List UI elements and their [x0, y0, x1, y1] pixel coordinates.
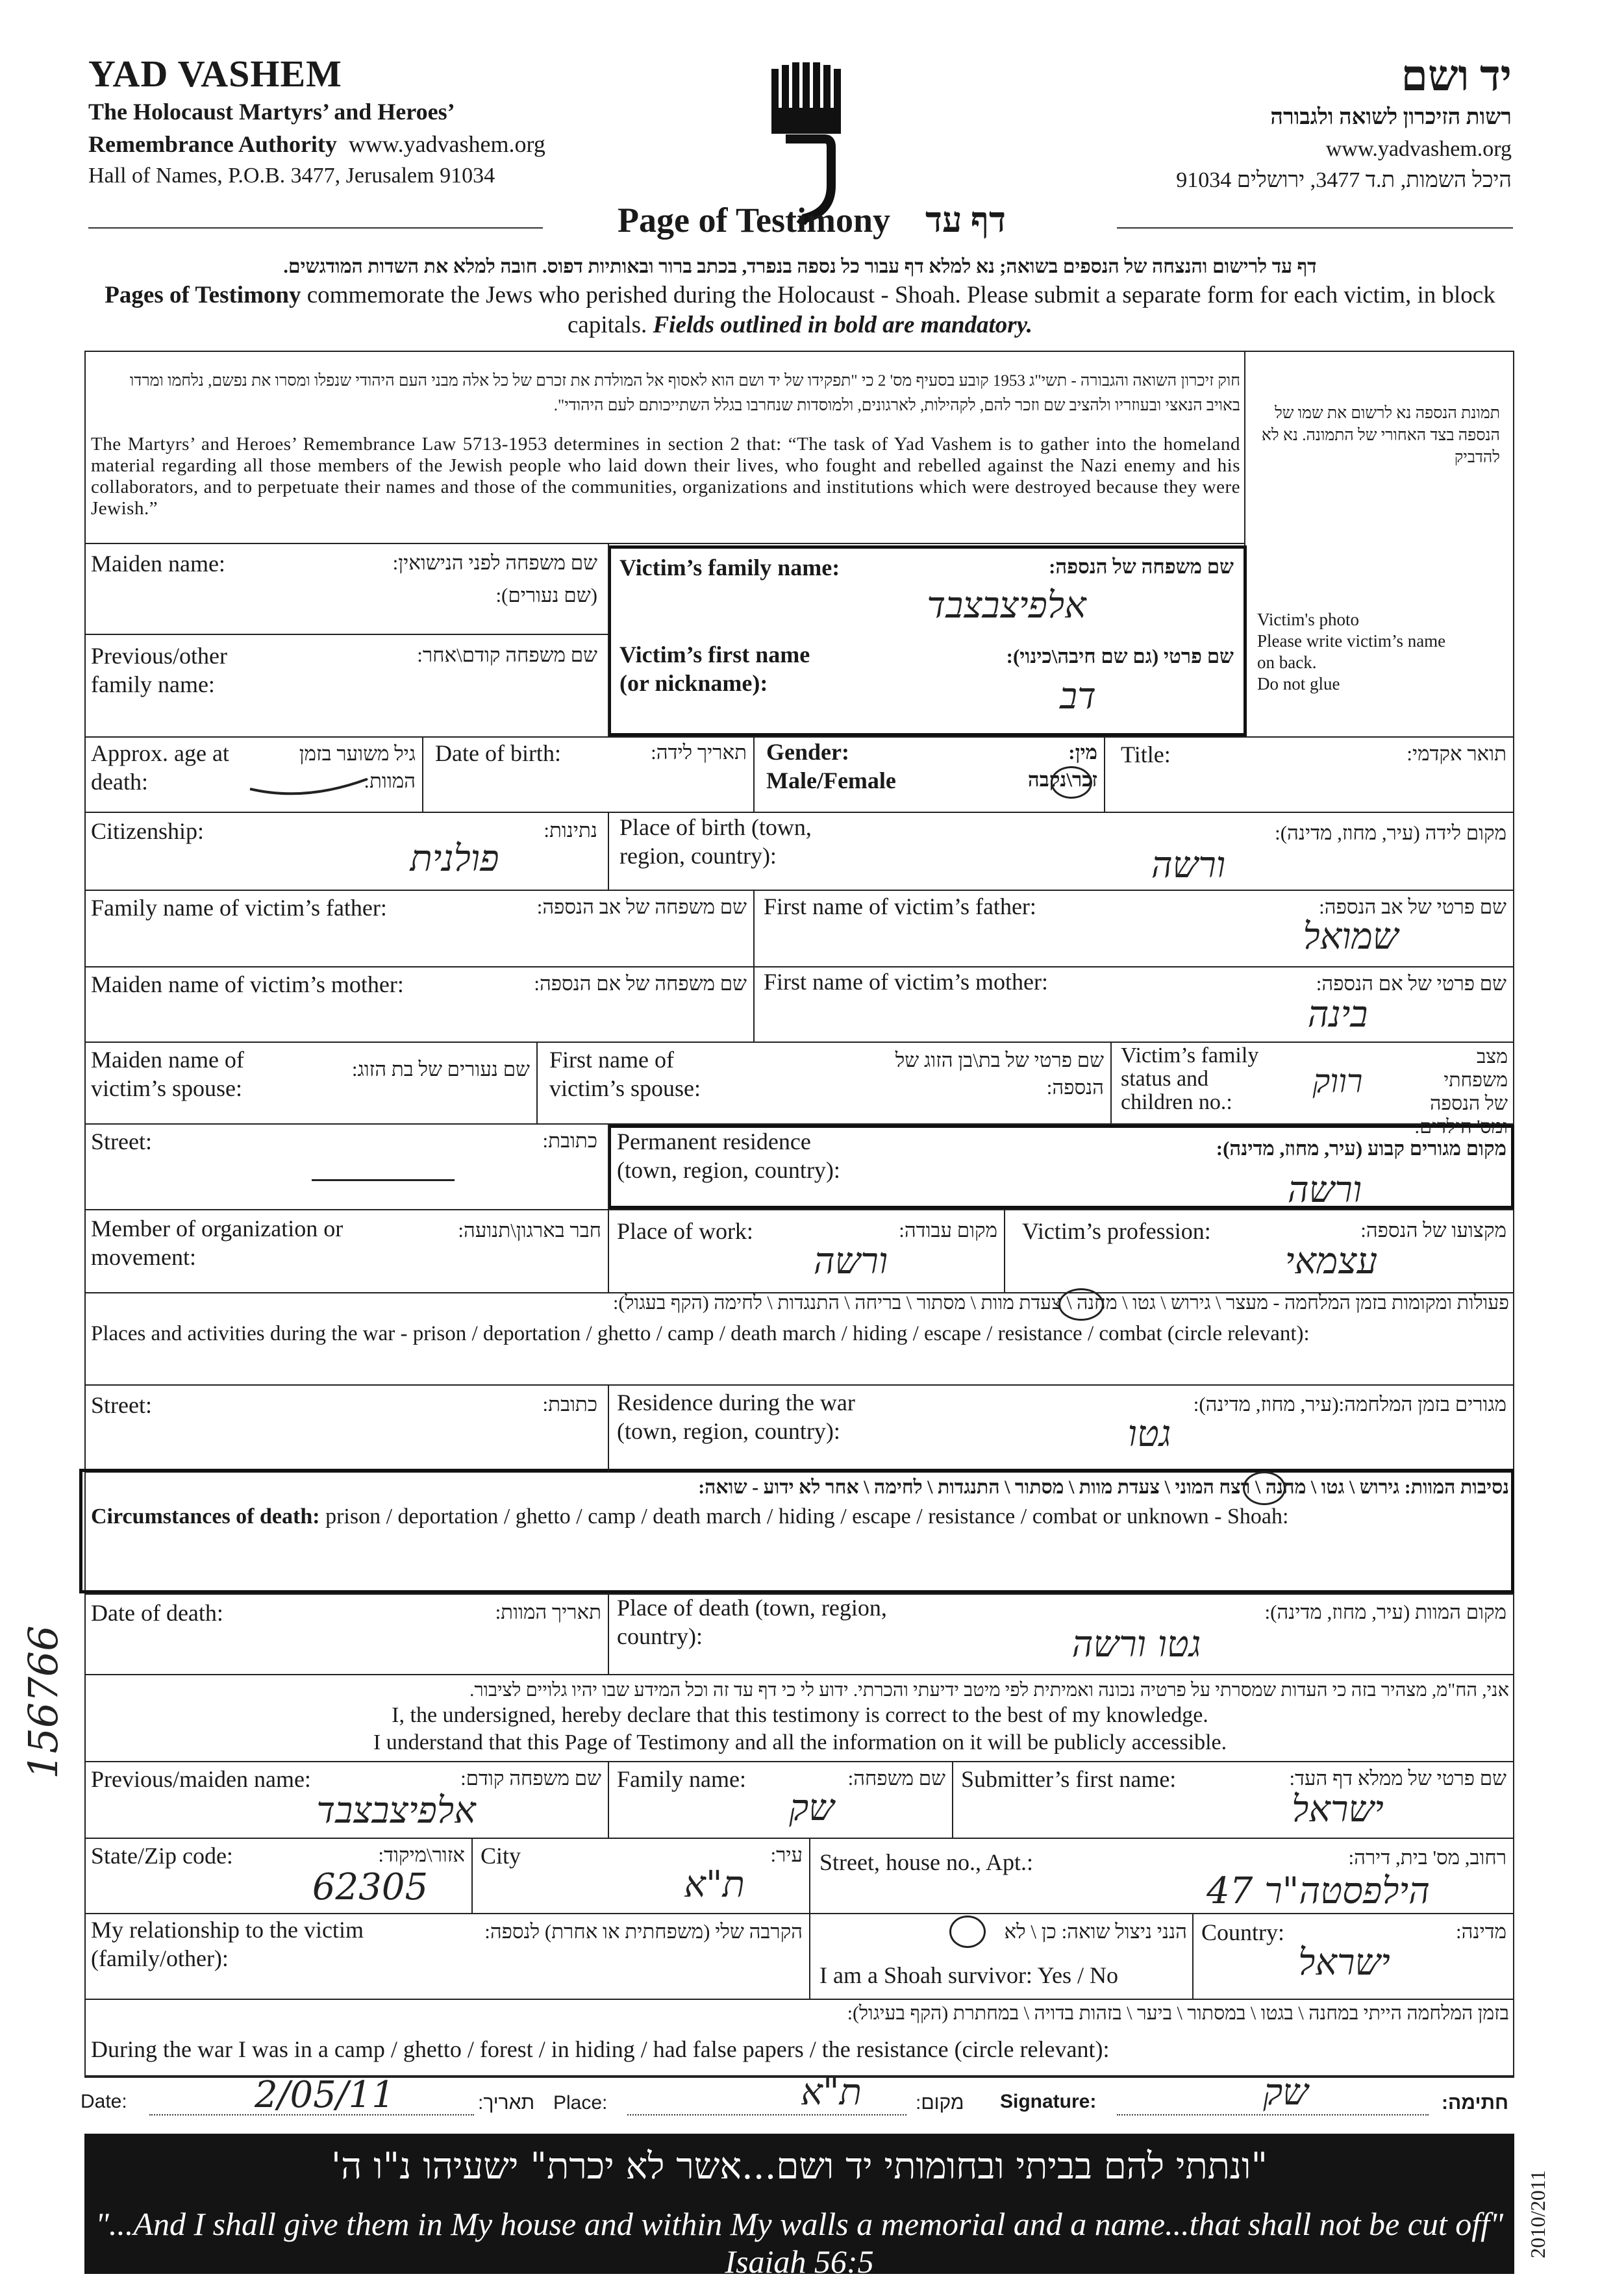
- father-first-label: First name of victim’s father:: [764, 893, 1036, 919]
- prev-family-label-he: שם משפחה קודם\אחר:: [417, 643, 597, 666]
- war-residence-label-he: מגורים בזמן המלחמה:(עיר, מחוז, מדינה):: [1193, 1393, 1506, 1416]
- maiden-name-label-he2: (שם נעורים):: [495, 584, 597, 606]
- row-line: [84, 634, 608, 635]
- country-label: Country:: [1201, 1919, 1285, 1945]
- survivor-no-circle[interactable]: [949, 1915, 986, 1948]
- dod-label-he: תאריך המוות:: [495, 1601, 601, 1623]
- relationship-label-he: הקרבה שלי (משפחתית או אחרת) לנספה:: [484, 1920, 803, 1943]
- col-divider: [608, 543, 609, 736]
- family-status-value[interactable]: רווק: [1312, 1062, 1363, 1100]
- family-status-label: Victim’s family status and children no.:: [1121, 1043, 1259, 1114]
- date-value[interactable]: 2/05/11: [255, 2074, 395, 2116]
- mother-first-label-he: שם פרטי של אם הנספה:: [1316, 972, 1506, 995]
- age-label-he: גיל משוער בזמן המוות:: [299, 742, 416, 792]
- mother-first-label: First name of victim’s mother:: [764, 969, 1048, 995]
- family-name-label: Victim’s family name:: [619, 555, 840, 580]
- place-label: Place:: [553, 2092, 608, 2114]
- work-value[interactable]: ורשה: [813, 1240, 888, 1282]
- declaration-he: אני, הח"מ, מצהיר בזה כי העדות שמסרתי על פרטיה נכונה ואמיתית לפי מיטב ידיעתי והכרתי. ידוע לי כי דף עד זה וכל המידע שבו יהיו גלויים לציבור.: [469, 1680, 1509, 1701]
- row-line: [84, 1674, 1514, 1675]
- signature-label-he: חתימה:: [1442, 2092, 1509, 2114]
- submitter-family-value[interactable]: שק: [789, 1787, 834, 1829]
- age-dash-mark: [247, 773, 370, 799]
- circumstances-en: Circumstances of death: prison / deportation / ghetto / camp / death march / hiding / escape / resistance / combat or unknown - Shoah:: [91, 1504, 1289, 1529]
- city-value[interactable]: ת"א: [684, 1864, 745, 1906]
- zip-label-he: אזור\מיקוד:: [378, 1843, 465, 1866]
- street-house-label-he: רחוב, מס' בית, דירה:: [1348, 1846, 1506, 1869]
- family-status-label-he: מצב משפחתי של הנספה ומס' הילדים:: [1414, 1046, 1508, 1138]
- col-divider: [753, 736, 755, 812]
- organization-label: Member of organization or movement:: [91, 1216, 344, 1270]
- permanent-label: Permanent residence (town, region, country):: [617, 1129, 840, 1183]
- war-street-label: Street:: [91, 1392, 152, 1418]
- col-divider: [608, 812, 609, 890]
- banner-verse-en: "...And I shall give them in My house and within My walls a memorial and a name...that shall not be cut off" Isaiah 56:5: [95, 2206, 1504, 2280]
- signature-label: Signature:: [1000, 2091, 1097, 2112]
- intro-en-bold: Pages of Testimony: [105, 282, 301, 308]
- maiden-name-label: Maiden name:: [91, 551, 225, 577]
- mother-maiden-label-he: שם משפחה של אם הנספה:: [534, 972, 747, 995]
- col-divider: [952, 1761, 953, 1838]
- street-house-value[interactable]: הילפסטה"ר 47: [1206, 1870, 1430, 1912]
- header-right: [927, 52, 1512, 196]
- permanent-label-he: מקום מגורים קבוע (עיר, מחוז, מדינה):: [1216, 1137, 1506, 1160]
- dob-label-he: תאריך לידה:: [651, 741, 747, 764]
- submitter-first-label-he: שם פרטי של ממלא דף העד:: [1289, 1767, 1506, 1790]
- footer-banner: [84, 2134, 1514, 2280]
- address-he: היכל השמות, ת.ד 3477, ירושלים 91034: [1176, 168, 1512, 192]
- war-places-he: פעולות ומקומות בזמן המלחמה - מעצר \ גירוש \ גטו \ מחנה \ צעדת מוות \ מסתור \ בריחה \ התנגדות \ לחימה (הקף בעגול):: [613, 1292, 1509, 1314]
- signature-value[interactable]: שק: [1263, 2071, 1308, 2114]
- citizenship-value[interactable]: פולנית: [410, 838, 499, 880]
- law-he: חוק זיכרון השואה והגבורה - תשי"ג 1953 קובע בסעיף מס' 2 כי "תפקידו של יד ושם הוא לאסוף אל המולדת את זכרם של כל אלה מבני העם היהודי שנפלו ומסרו את נפשם, נלחמו ומרדו באויב הנאצי ובעוזריו ולהציב שם וזכר להם, לקהילות, לארגונים, ולמוסדות שנחרבו בגלל השתייכותם לעם היהודי".: [129, 372, 1240, 414]
- family-name-value[interactable]: אלפיצבצבד: [927, 584, 1086, 627]
- org-line2-en: The Holocaust Martyrs’ and Heroes’: [88, 99, 455, 125]
- place-death-value[interactable]: גטו ורשה: [1071, 1623, 1201, 1666]
- header-rule-right: [1117, 227, 1513, 229]
- gender-label-he: מין: זכר\נקבה: [1027, 741, 1097, 791]
- prev-family-label: Previous/other family name:: [91, 643, 227, 697]
- row-line: [84, 890, 1514, 891]
- spouse-maiden-label-he: שם נעורים של בת הזוג:: [351, 1058, 530, 1080]
- first-name-value[interactable]: דב: [1060, 675, 1096, 718]
- place-label-he: מקום:: [916, 2092, 964, 2114]
- date-label-he: תאריך:: [478, 2092, 535, 2114]
- father-family-label-he: שם משפחה של אב הנספה:: [536, 895, 747, 918]
- place-birth-label-he: מקום לידה (עיר, מחוז, מדינה):: [1275, 821, 1506, 844]
- title-label-he: תואר אקדמי:: [1406, 742, 1506, 765]
- dod-label: Date of death:: [91, 1600, 223, 1626]
- org-line3-en: Remembrance Authority: [88, 131, 337, 157]
- age-label: Approx. age at death:: [91, 740, 229, 795]
- header-rule-left: [88, 227, 543, 229]
- street-label-he: כתובת:: [542, 1129, 597, 1152]
- date-label: Date:: [81, 2091, 127, 2112]
- citizenship-label: Citizenship:: [91, 818, 204, 844]
- submitter-war-en: During the war I was in a camp / ghetto / forest / in hiding / had false papers / the resistance (circle relevant):: [91, 2036, 1110, 2062]
- col-divider: [809, 1913, 810, 1999]
- survivor-en: I am a Shoah survivor: Yes / No: [819, 1962, 1118, 1988]
- city-label-he: עיר:: [770, 1843, 803, 1866]
- declaration-en1: I, the undersigned, hereby declare that this testimony is correct to the best of my knowledge.: [392, 1703, 1208, 1727]
- col-divider: [536, 1042, 538, 1123]
- row-line: [84, 543, 1244, 544]
- photo-instructions-he: תמונת הנספה נא לרשום את שמו של הנספה בצד האחורי של התמונה. נא לא להדביק: [1261, 405, 1500, 466]
- street-house-label: Street, house no., Apt.:: [819, 1849, 1033, 1875]
- col-divider: [608, 1123, 609, 1209]
- row-line: [84, 1042, 1514, 1043]
- submitter-prev-label-he: שם משפחה קודם:: [460, 1767, 601, 1790]
- submitter-prev-label: Previous/maiden name:: [91, 1766, 311, 1792]
- country-value[interactable]: ישראל: [1298, 1941, 1390, 1984]
- header-left: [88, 52, 673, 192]
- dob-label: Date of birth:: [435, 740, 561, 766]
- row-line: [84, 1913, 1514, 1914]
- org-name-en: YAD VASHEM: [88, 53, 342, 95]
- col-divider: [1192, 1913, 1194, 1999]
- zip-value[interactable]: 62305: [312, 1866, 429, 1908]
- country-label-he: מדינה:: [1456, 1920, 1506, 1943]
- gender-label: Gender: Male/Female: [766, 739, 896, 793]
- intro-en-italic: Fields outlined in bold are mandatory.: [653, 312, 1033, 338]
- spouse-maiden-label: Maiden name of victim’s spouse:: [91, 1047, 244, 1101]
- org-line2-he: רשות הזיכרון לשואה ולגבורה: [1270, 105, 1512, 129]
- war-residence-label: Residence during the war (town, region, country):: [617, 1390, 855, 1444]
- place-death-label-he: מקום המוות (עיר, מחוז, מדינה):: [1264, 1601, 1506, 1623]
- place-birth-label: Place of birth (town, region, country):: [619, 814, 812, 869]
- col-divider: [809, 1838, 810, 1913]
- circumstances-he: נסיבות המוות: גירוש \ גטו \ מחנה \ רצח המוני \ צעדת מוות \ מסתור \ התנגדות \ לחימה \ אחר לא ידוע - שואה:: [698, 1477, 1509, 1498]
- relationship-label: My relationship to the victim (family/other):: [91, 1917, 364, 1971]
- declaration-en2: I understand that this Page of Testimony and all the information on it will be publicly accessible.: [373, 1730, 1227, 1754]
- intro-en: commemorate the Jews who perished during the Holocaust - Shoah. Please submit a separate form for each victim, in block capitals.: [301, 282, 1495, 338]
- col-divider: [608, 1384, 609, 1471]
- submitter-family-label: Family name:: [617, 1766, 746, 1792]
- row-line: [84, 1384, 1514, 1386]
- row-line: [84, 1761, 1514, 1762]
- citizenship-label-he: נתינות:: [544, 819, 597, 842]
- place-birth-value[interactable]: ורשה: [1151, 844, 1226, 886]
- intro-text: [91, 253, 1509, 340]
- submitter-first-label: Submitter’s first name:: [961, 1766, 1177, 1792]
- circumstances-ghetto-circle[interactable]: [1243, 1471, 1286, 1505]
- gender-male-circle[interactable]: [1051, 766, 1092, 799]
- profession-label-he: מקצועו של הנספה:: [1360, 1219, 1506, 1242]
- row-line: [84, 1838, 1514, 1839]
- war-street-label-he: כתובת:: [542, 1393, 597, 1416]
- place-death-label: Place of death (town, region, country):: [617, 1595, 887, 1649]
- war-ghetto-circle[interactable]: [1058, 1288, 1104, 1321]
- street-label: Street:: [91, 1129, 152, 1154]
- survivor-he: הנני ניצול שואה: כן \ לא: [1004, 1920, 1187, 1943]
- signature-line: [1117, 2114, 1429, 2115]
- profession-value[interactable]: עצמאי: [1284, 1240, 1378, 1282]
- spouse-first-label-he: שם פרטי של בת\בן הזוג של הנספה:: [895, 1049, 1104, 1099]
- banner-verse-he: "ונתתי להם בביתי ובחומותי יד ושם...אשר לא יכרת" ישעיהו נ"ו ה': [331, 2145, 1268, 2188]
- col-divider: [608, 1209, 609, 1292]
- war-residence-value[interactable]: גטו: [1127, 1413, 1171, 1455]
- col-divider: [608, 1761, 609, 1838]
- permanent-value[interactable]: ורשה: [1287, 1169, 1362, 1211]
- profession-label: Victim’s profession:: [1022, 1218, 1211, 1244]
- place-line: [627, 2114, 906, 2115]
- organization-label-he: חבר בארגון\תנועה:: [458, 1219, 601, 1242]
- law-en: The Martyrs’ and Heroes’ Remembrance Law 5713-1953 determines in section 2 that: “The task of Yad Vashem is to gather into the homeland material regarding all those members of the Jewish people who laid down their lives, who fought and rebelled against the Nazi enemy and his collaborators, and to perpetuate their names and those of the communities, organizations and institutions which were destroyed because they were Jewish.”: [91, 434, 1240, 519]
- archive-number: 156766: [19, 1625, 67, 1779]
- war-places-en: Places and activities during the war - prison / deportation / ghetto / camp / death march / hiding / escape / resistance / combat (circle relevant):: [91, 1322, 1310, 1345]
- submitter-war-he: בזמן המלחמה הייתי במחנה \ בגטו \ במסתור \ ביער \ בזהות בדויה \ במחתרת (הקף בעיגול):: [847, 2003, 1509, 2024]
- mother-first-value[interactable]: בינה: [1307, 993, 1368, 1036]
- col-divider: [471, 1838, 473, 1913]
- org-name-he: יד ושם: [1401, 53, 1512, 100]
- spouse-first-label: First name of victim’s spouse:: [549, 1047, 701, 1101]
- submitter-family-label-he: שם משפחה:: [847, 1767, 945, 1790]
- page-title: Page of Testimony דף עד: [618, 201, 1006, 240]
- family-name-label-he: שם משפחה של הנספה:: [1049, 555, 1234, 578]
- first-name-label-he: שם פרטי (גם שם חיבה\כינוי):: [1006, 645, 1234, 668]
- work-label: Place of work:: [617, 1218, 753, 1244]
- work-label-he: מקום עבודה:: [899, 1219, 997, 1242]
- website-he: www.yadvashem.org: [1325, 137, 1512, 161]
- col-divider: [1110, 1042, 1112, 1123]
- zip-label: State/Zip code:: [91, 1843, 233, 1869]
- photo-instructions-en: Victim's photo Please write victim’s name on back. Do not glue: [1257, 610, 1446, 693]
- street-dash-mark: [312, 1179, 455, 1181]
- first-name-label: Victim’s first name (or nickname):: [619, 642, 810, 696]
- mother-maiden-label: Maiden name of victim’s mother:: [91, 971, 404, 997]
- submitter-first-value[interactable]: ישראל: [1292, 1788, 1384, 1830]
- city-label: City: [481, 1843, 521, 1869]
- col-divider: [1004, 1209, 1005, 1292]
- address-en: Hall of Names, P.O.B. 3477, Jerusalem 91034: [88, 164, 495, 188]
- intro-he: דף עד לרישום והנצחה של הנספים בשואה; נא למלא דף עבור כל נספה בנפרד, בכתב ברור ובאותיות דפוס. חובה למלא את השדות המודגשים.: [283, 256, 1317, 277]
- father-first-value[interactable]: שמואל: [1303, 916, 1399, 958]
- col-divider: [1104, 736, 1105, 812]
- form-year: 2010/2011: [1526, 2170, 1549, 2258]
- title-label: Title:: [1121, 742, 1171, 767]
- col-divider: [753, 890, 755, 1042]
- father-family-label: Family name of victim’s father:: [91, 895, 387, 921]
- website-en: www.yadvashem.org: [348, 131, 545, 157]
- father-first-label-he: שם פרטי של אב הנספה:: [1319, 895, 1506, 918]
- maiden-name-label-he: שם משפחה לפני הנישואין:: [392, 551, 597, 574]
- place-value[interactable]: ת"א: [801, 2071, 862, 2114]
- submitter-prev-value[interactable]: אלפיצבצבד: [316, 1790, 476, 1832]
- col-divider: [608, 1593, 609, 1674]
- col-divider: [422, 736, 423, 812]
